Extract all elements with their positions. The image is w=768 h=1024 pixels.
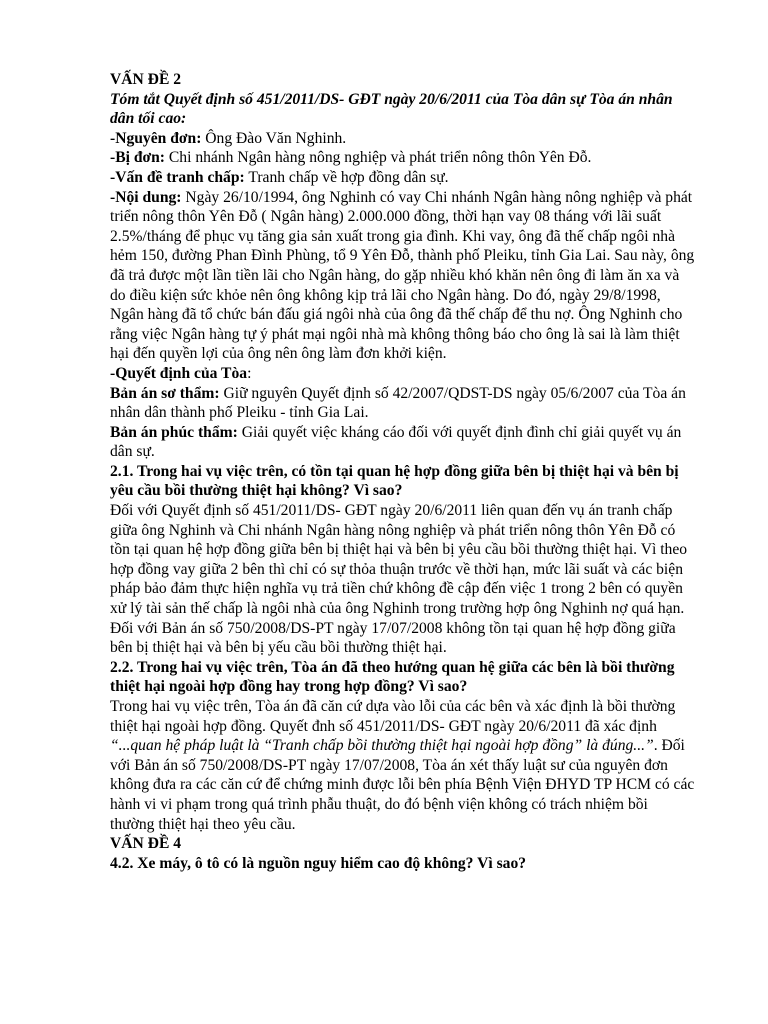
question-2-2: 2.2. Trong hai vụ việc trên, Tòa án đã theo hướng quan hệ giữa các bên là bồi thường thiệt hại ngoài hợp đồng hay trong hợp đồng? Vì sao?: [110, 658, 675, 696]
question-4-2: 4.2. Xe máy, ô tô có là nguồn nguy hiểm cao độ không? Vì sao?: [110, 854, 527, 872]
section-heading-van-de-4: VẤN ĐỀ 4: [110, 835, 182, 853]
decision-line: -Quyết định của Tòa:: [110, 364, 252, 382]
first-instance-label: Bản án sơ thẩm:: [110, 384, 220, 402]
defendant-line: [110, 148, 695, 168]
answer-2-2-quote: “...quan hệ pháp luật là “Tranh chấp bồi thường thiệt hại ngoài hợp đồng” là đúng...”: [110, 737, 654, 755]
decision-label: -Quyết định của Tòa: [110, 364, 248, 382]
answer-2-1-paragraph-2: Đối với Bản án số 750/2008/DS-PT ngày 17/07/2008 không tồn tại quan hệ hợp đồng giữa bên bị thiệt hại và bên bị yếu cầu bồi thường thiệt hại.: [110, 619, 676, 657]
plaintiff-line: [110, 129, 695, 149]
content-value: Ngày 26/10/1994, ông Nghinh có vay Chi nhánh Ngân hàng nông nghiệp và phát triển nông thôn Yên Đỗ ( Ngân hàng) 2.000.000 đồng, thời hạn vay 08 tháng với lãi suất 2.5%/tháng để phục vụ tăng gia sản xuất trong gia đình. Khi vay, ông đã thế chấp ngôi nhà hẻm 150, đường Phan Đình Phùng, tổ 9 Yên Đỗ, thành phố Pleiku, tỉnh Gia Lai. Sau này, ông đã trả được một lần tiền lãi cho Ngân hàng, do gặp nhiều khó khăn nên ông đi làm ăn xa và do điều kiện sức khỏe nên ông không kịp trả lãi cho Ngân hàng. Do đó, ngày 29/8/1998, Ngân hàng đã tổ chức bán đấu giá ngôi nhà của ông đã thế chấp để thu nợ. Ông Nghinh cho rằng việc Ngân hàng tự ý phát mại ngôi nhà mà không thông báo cho ông là sai là làm thiệt hại đến quyền lợi của ông nên ông làm đơn khởi kiện.: [110, 188, 695, 363]
content-label: -Nội dung:: [110, 188, 182, 206]
defendant-value: Chi nhánh Ngân hàng nông nghiệp và phát triển nông thôn Yên Đỗ.: [165, 149, 592, 167]
question-2-1: 2.1. Trong hai vụ việc trên, có tồn tại quan hệ hợp đồng giữa bên bị thiệt hại và bên bị yêu cầu bồi thường thiệt hại không? Vì sao?: [110, 462, 679, 500]
document-page: [110, 70, 695, 873]
plaintiff-value: Ông Đào Văn Nghinh.: [201, 129, 347, 147]
answer-2-2-paragraph: Trong hai vụ việc trên, Tòa án đã căn cứ dựa vào lỗi của các bên và xác định là bồi thường thiệt hại ngoài hợp đồng. Quyết đnh số 451/2011/DS- GĐT ngày 20/6/2011 đã xác định “...quan hệ pháp luật là “Tranh chấp bồi thường thiệt hại ngoài hợp đồng” là đúng...”. Đối với Bản án số 750/2008/DS-PT ngày 17/07/2008, Tòa án xét thấy luật sư của nguyên đơn không đưa ra các căn cứ để chứng minh được lỗi bên phía Bệnh Viện ĐHYD TP HCM có các hành vi vi phạm trong quá trình phẫu thuật, do đó bệnh viện không có trách nhiệm bồi thường thiệt hại theo yêu cầu.: [110, 698, 695, 833]
content-paragraph: [110, 188, 695, 364]
section-heading-van-de-2: VẤN ĐỀ 2: [110, 71, 182, 88]
first-instance-paragraph: [110, 384, 695, 423]
defendant-label: -Bị đơn:: [110, 149, 165, 167]
answer-2-1-paragraph-1: Đối với Quyết định số 451/2011/DS- GĐT ngày 20/6/2011 liên quan đến vụ án tranh chấp giữa ông Nghinh và Chi nhánh Ngân hàng nông nghiệp và phát triển nông thôn Yên Đỗ có tồn tại quan hệ hợp đồng giữa bên bị thiệt hại và bên bị yêu cầu bồi thường thiệt hại. Vì theo hợp đồng vay giữa 2 bên thì chỉ có sự thỏa thuận trước về thời hạn, mức lãi suất và các biện pháp bảo đảm thực hiện nghĩa vụ trả tiền chứ không đề cập đến việc 1 trong 2 bên có quyền xử lý tài sản thế chấp là ngôi nhà của ông Nghinh trong trường hợp ông Nghinh nợ quá hạn.: [110, 502, 688, 618]
plaintiff-label: -Nguyên đơn:: [110, 129, 202, 147]
appeal-paragraph: [110, 423, 695, 462]
summary-title: Tóm tắt Quyết định số 451/2011/DS- GĐT ngày 20/6/2011 của Tòa dân sự Tòa án nhân dân tối cao:: [110, 90, 673, 128]
appeal-label: Bản án phúc thẩm:: [110, 423, 238, 441]
dispute-line: [110, 168, 695, 188]
dispute-label: -Vấn đề tranh chấp:: [110, 168, 245, 186]
dispute-value: Tranh chấp về hợp đồng dân sự.: [244, 168, 449, 186]
appeal-value: Giải quyết việc kháng cáo đối với quyết định đình chỉ giải quyết vụ án dân sự.: [110, 423, 682, 461]
first-instance-value: Giữ nguyên Quyết định số 42/2007/QDST-DS ngày 05/6/2007 của Tòa án nhân dân thành phố Pleiku - tỉnh Gia Lai.: [110, 384, 686, 422]
